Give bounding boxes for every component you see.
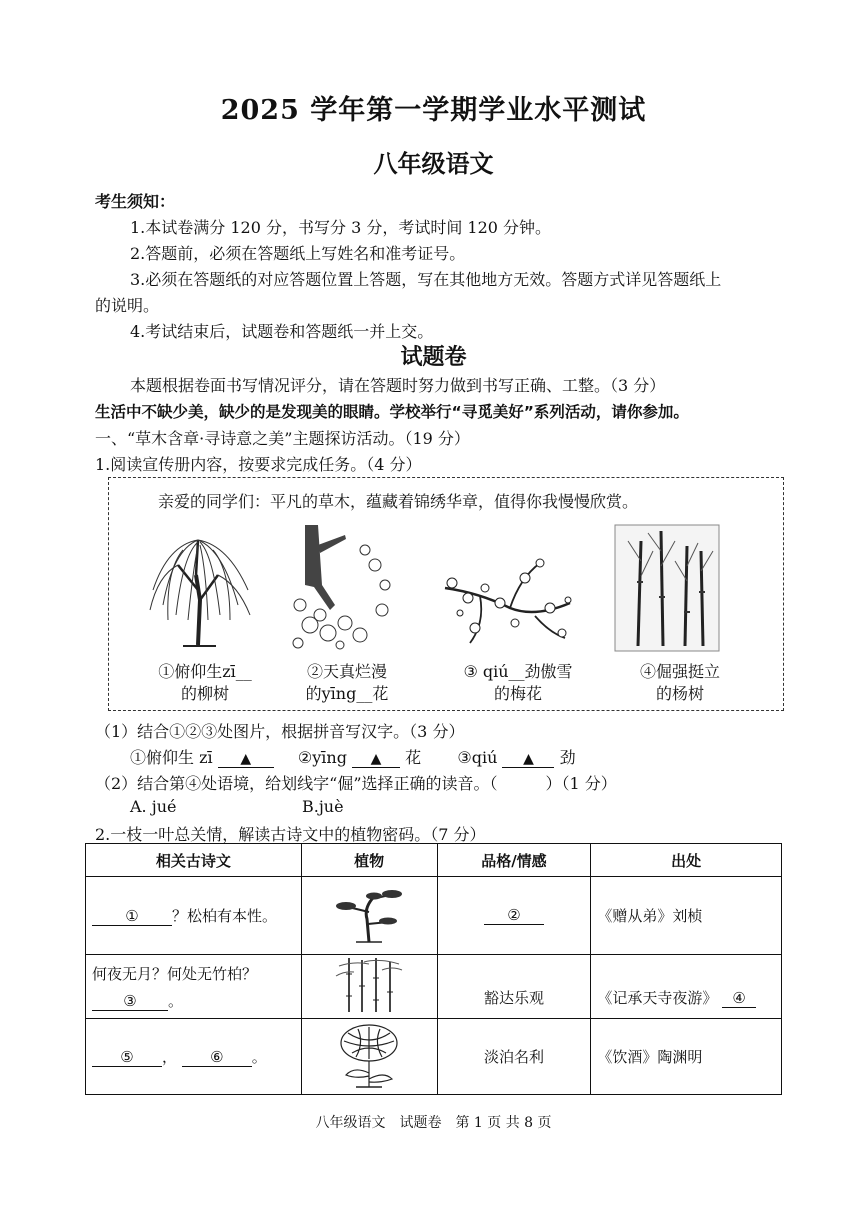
answer-blank-1[interactable]: ① (92, 907, 172, 926)
part1-title: 一、“草木含章·寻诗意之美”主题探访活动。（19 分） (95, 429, 470, 448)
caption-cherry-line1: ②天真烂漫 (306, 662, 387, 681)
answer-blank-5[interactable]: ⑤ (92, 1048, 162, 1067)
chrysanthemum-icon (334, 1021, 404, 1089)
exam-title: 2025 学年第一学期学业水平测试 (220, 95, 647, 126)
exam-subtitle: 八年级语文 (373, 149, 494, 178)
caption-plum-line2: 的梅花 (493, 684, 542, 703)
notice-heading: 考生须知： (95, 192, 176, 211)
page-footer: 八年级语文 试题卷 第 1 页 共 8 页 (315, 1115, 552, 1131)
caption-poplar-line2: 的杨树 (655, 684, 704, 703)
table-row (86, 877, 782, 955)
poem-line: 何夜无月？何处无竹柏？ (92, 964, 258, 983)
notice-item-4: 4.考试结束后，试题卷和答题纸一并上交。 (130, 322, 434, 341)
answer-blank-a[interactable] (218, 748, 274, 768)
option-b[interactable]: B.juè (302, 797, 344, 816)
answer-blank-c[interactable] (502, 748, 554, 768)
brochure-text: 亲爱的同学们：平凡的草木，蕴藏着锦绣华章，值得你我慢慢欣赏。 (158, 492, 639, 511)
plum-blossom-icon (440, 548, 575, 648)
caption-willow (150, 661, 260, 705)
option-a[interactable]: A. jué (130, 797, 177, 816)
header-source: 出处 (591, 844, 782, 877)
pine-tree-icon (334, 884, 404, 944)
q1-sub1: （1）结合①②③处图片，根据拼音写汉字。（3 分） (95, 722, 465, 741)
section-title: 试题卷 (400, 344, 467, 370)
plant-table (85, 843, 782, 1095)
caption-poplar (625, 661, 735, 705)
caption-cherry-line2: 的yīng__花 (305, 684, 389, 703)
quality-cell (437, 877, 591, 955)
poplar-icon (613, 521, 721, 653)
source-cell (591, 955, 782, 1019)
table-row (86, 955, 782, 1019)
answer-blank-6[interactable]: ⑥ (182, 1048, 252, 1067)
q1-title: 1.阅读宣传册内容，按要求完成任务。（4 分） (95, 455, 422, 474)
poem-text: 。 (251, 1048, 267, 1066)
notice-item-1: 1.本试卷满分 120 分，书写分 3 分，考试时间 120 分钟。 (130, 218, 552, 237)
quality-cell: 豁达乐观 (437, 955, 591, 1019)
poem-cell (86, 1019, 302, 1095)
caption-willow-line2: 的柳树 (180, 684, 229, 703)
notice-item-3-cont: 的说明。 (95, 296, 160, 315)
caption-cherry (292, 661, 402, 705)
quality-cell: 淡泊名利 (437, 1019, 591, 1095)
blank-c-prefix: ③qiú (457, 748, 498, 767)
bamboo-icon (334, 956, 404, 1014)
blank-c-suffix: 劲 (559, 748, 576, 767)
activity-intro: 生活中不缺少美，缺少的是发现美的眼睛。学校举行“寻觅美好”系列活动，请你参加。 (95, 403, 689, 421)
triangle-marker-icon: ▲ (523, 751, 534, 767)
q2-title: 2.一枝一叶总关情，解读古诗文中的植物密码。（7 分） (95, 825, 486, 844)
blank-b-suffix: 花 (405, 748, 422, 767)
poem-text: ， (162, 1048, 178, 1066)
writing-note: 本题根据卷面书写情况评分，请在答题时努力做到书写正确、工整。（3 分） (130, 376, 666, 395)
notice-item-2: 2.答题前，必须在答题纸上写姓名和准考证号。 (130, 244, 466, 263)
answer-blank-2[interactable]: ② (484, 906, 544, 925)
answer-blank-b[interactable] (352, 748, 400, 768)
header-plant: 植物 (301, 844, 437, 877)
table-row (86, 1019, 782, 1095)
poem-text: ？松柏有本性。 (172, 907, 278, 925)
cherry-blossom-icon (290, 525, 400, 650)
source-cell: 《饮酒》陶渊明 (591, 1019, 782, 1095)
caption-plum-line1: ③ qiú__劲傲雪 (463, 662, 573, 681)
plant-cell (301, 877, 437, 955)
caption-poplar-line1: ④倔强挺立 (639, 662, 720, 681)
answer-blank-3[interactable]: ③ (92, 992, 168, 1011)
triangle-marker-icon: ▲ (240, 751, 252, 767)
blank-b-prefix: ②yīng (297, 748, 347, 767)
source-cell: 《赠从弟》刘桢 (591, 877, 782, 955)
q1-sub1-blanks (130, 745, 576, 768)
table-header-row (86, 844, 782, 877)
notice-item-3: 3.必须在答题纸的对应答题位置上答题，写在其他地方无效。答题方式详见答题纸上 (130, 270, 722, 289)
willow-icon (138, 520, 268, 650)
blank-a-prefix: ①俯仰生 zī (130, 748, 213, 767)
plant-cell (301, 955, 437, 1019)
caption-willow-line1: ①俯仰生zī__ (158, 662, 252, 681)
answer-blank-4[interactable]: ④ (722, 989, 756, 1008)
source-text: 《记承天寺夜游》 (597, 989, 718, 1007)
plant-cell (301, 1019, 437, 1095)
header-poem: 相关古诗文 (86, 844, 302, 877)
caption-plum (448, 661, 588, 705)
q1-sub2: （2）结合第④处语境，给划线字“倔”选择正确的读音。（ ）（1 分） (95, 774, 617, 793)
header-quality: 品格/情感 (437, 844, 591, 877)
poem-cell (86, 955, 302, 1019)
triangle-marker-icon: ▲ (370, 751, 382, 767)
poem-text: 。 (168, 991, 184, 1010)
poem-cell (86, 877, 302, 955)
